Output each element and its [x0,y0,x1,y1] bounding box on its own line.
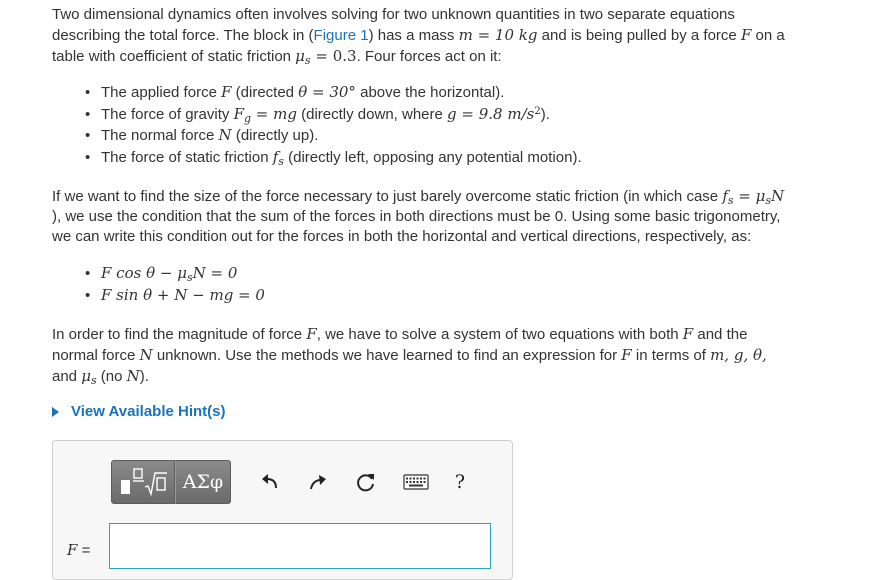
intro-paragraph [52,5,852,67]
condition-line-3: we can write this condition out for the forces in both the horizontal and vertical directions, respectively, as: [52,228,752,245]
condition-line-2: ), we use the condition that the sum of the forces in both directions must be 0. Using some basic trigonometry, [52,208,781,225]
list-item: • The force of gravity $F_g$ = mg (directly down, where g = 9.8 $m/s^2$). [83,104,582,126]
equations-list [83,263,265,306]
task-paragraph [52,324,852,387]
undo-icon [260,472,280,492]
template-button-group [111,460,231,504]
answer-input[interactable] [109,523,491,569]
fraction-root-icon [117,467,169,497]
reset-button[interactable] [353,469,379,495]
figure-link[interactable]: Figure 1 [313,27,369,44]
help-button[interactable] [447,469,473,495]
expand-arrow-icon [52,407,59,417]
mass-value: m = 10 kg [458,26,538,44]
forces-list [83,82,582,168]
list-item: • The force of static friction $f_s$ (directly left, opposing any potential motion). [83,147,582,169]
math-toolbar [111,460,473,504]
task-line-1: In order to find the magnitude of force F, we have to solve a system of two equations with both F and the [52,325,748,343]
list-item: • The normal force N (directly up). [83,125,582,147]
intro-line-3: table with coefficient of static friction $\mu_s = 0.3$. Four forces act on it: [52,47,502,67]
task-line-2: normal force N unknown. Use the methods we have learned to find an expression for F in terms of m, g, θ, [52,346,767,364]
condition-paragraph [52,186,852,247]
hint-label: View Available Hint(s) [71,403,226,420]
greek-symbols-button[interactable]: ΑΣφ [175,460,231,504]
view-hints-toggle[interactable] [52,403,226,420]
equation-vertical: • F sin θ + N − mg = 0 [83,285,265,307]
equation-horizontal: • F $\cos \theta - \mu_sN = 0$ [83,263,265,285]
list-item: • The applied force F (directed θ = 30° above the horizontal). [83,82,582,104]
templates-button[interactable] [111,460,175,504]
undo-button[interactable] [257,469,283,495]
task-line-3: and $\mu_s$ (no N). [52,367,149,387]
help-icon: ? [454,471,466,493]
answer-box [52,440,513,580]
reset-icon [355,471,377,493]
keyboard-button[interactable] [403,469,429,495]
intro-line-2: describing the total force. The block in (Figure 1) has a mass m = 10 kg and is being pulled by a force F on a [52,26,785,44]
intro-line-1: Two dimensional dynamics often involves solving for two unknown quantities in two separate equations [52,6,735,23]
redo-icon [308,472,328,492]
mu-value: = 0.3 [315,47,357,65]
redo-button[interactable] [305,469,331,495]
condition-line-1: If we want to find the size of the force necessary to just barely overcome static friction (in which case $f_s = \mu_sN$ [52,187,785,207]
keyboard-icon [403,474,429,490]
answer-label: F = [67,541,91,559]
